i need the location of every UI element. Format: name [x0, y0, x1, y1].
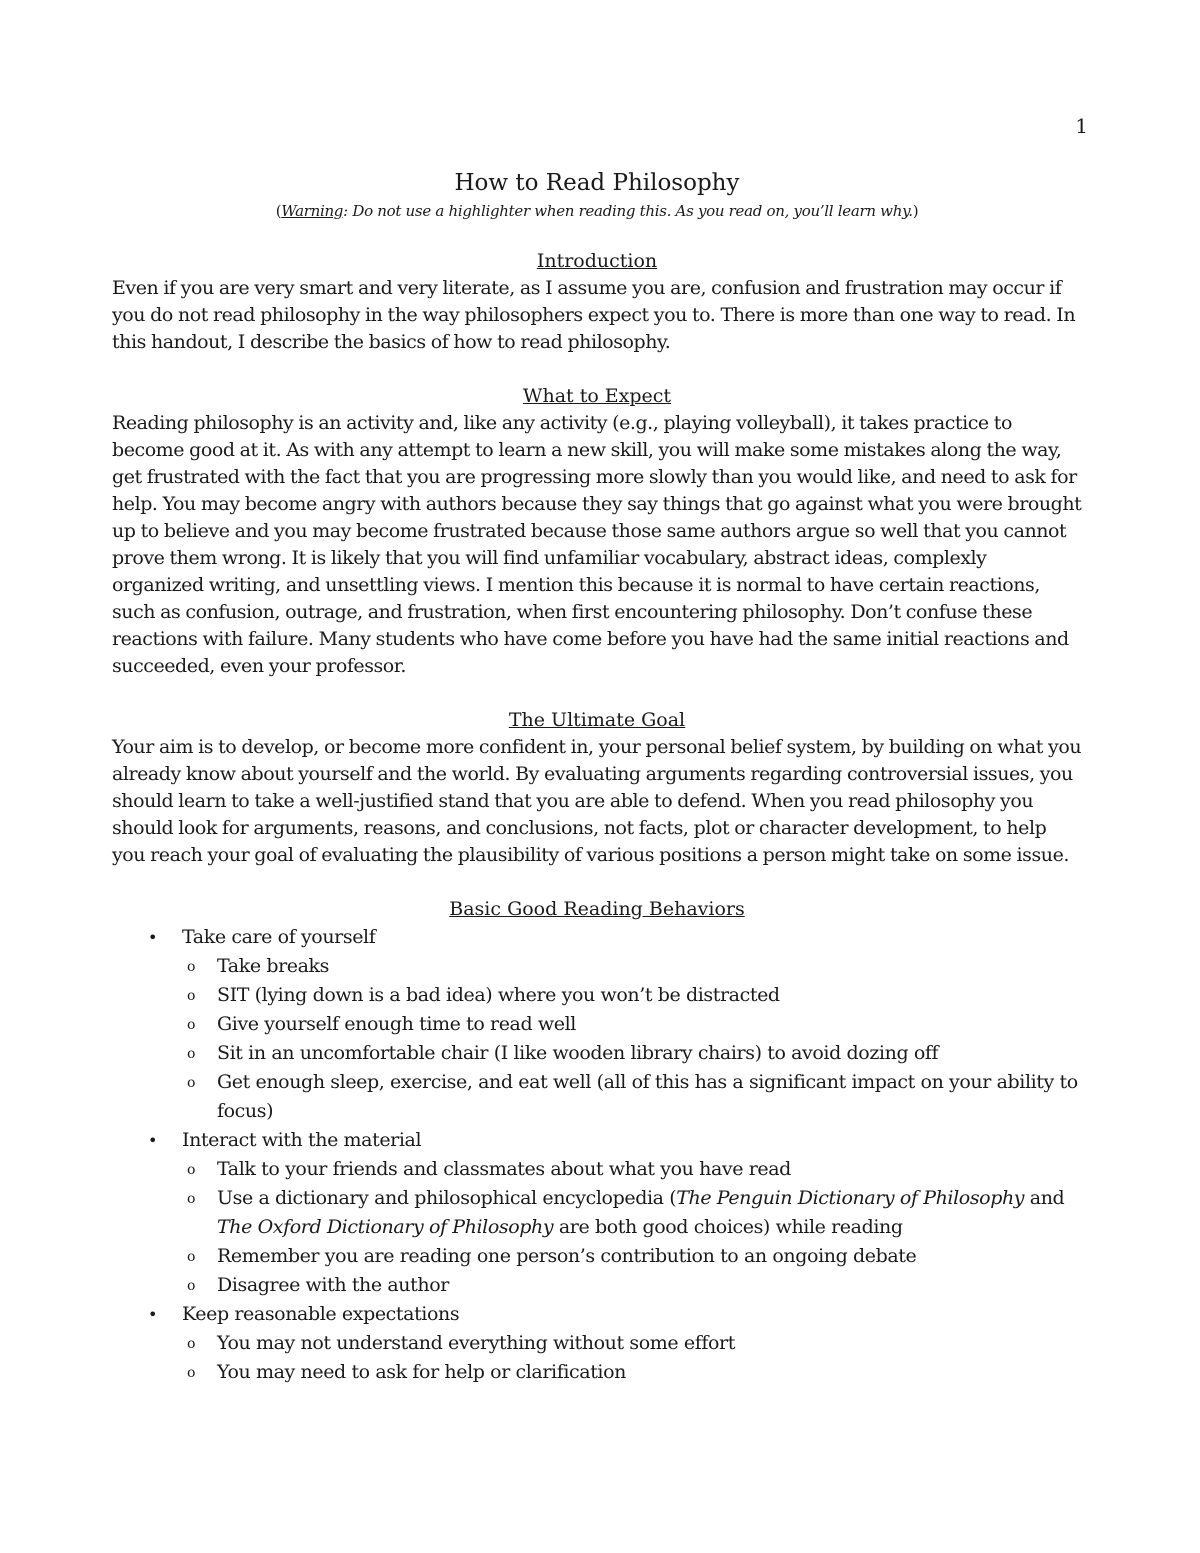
- circle-bullet-icon: o: [187, 1249, 196, 1265]
- circle-bullet-icon: o: [187, 959, 196, 975]
- circle-bullet-icon: o: [187, 1162, 196, 1178]
- sub-list-item-text: You may not understand everything without some effort: [217, 1332, 735, 1354]
- document-title: How to Read Philosophy: [454, 170, 740, 196]
- sub-list-item: [182, 1184, 1082, 1242]
- bullet-icon: •: [148, 928, 158, 947]
- sub-list-item-text: SIT (lying down is a bad idea) where you won’t be distracted: [217, 984, 780, 1006]
- warning-close-paren: ): [912, 202, 919, 220]
- circle-bullet-icon: o: [187, 1191, 196, 1207]
- sub-list-item: [182, 1329, 1082, 1358]
- circle-bullet-icon: o: [187, 1075, 196, 1091]
- sub-list-item: [182, 952, 1082, 981]
- sub-list: [182, 1329, 1082, 1387]
- section-heading-ultimate-goal: The Ultimate Goal: [508, 709, 686, 731]
- sub-list-item-text: Sit in an uncomfortable chair (I like wooden library chairs) to avoid dozing off: [217, 1042, 939, 1064]
- sub-list-item-text: Get enough sleep, exercise, and eat well (all of this has a significant impact on your ability to focus): [217, 1071, 1078, 1122]
- sub-list-item: [182, 1242, 1082, 1271]
- sub-list-item: [182, 1271, 1082, 1300]
- page-number: 1: [1075, 114, 1088, 138]
- circle-bullet-icon: o: [187, 1278, 196, 1294]
- sub-list: [182, 952, 1082, 1126]
- section-heading-what-to-expect: What to Expect: [522, 385, 672, 407]
- circle-bullet-icon: o: [187, 1365, 196, 1381]
- sub-list-item: [182, 1068, 1082, 1126]
- sub-list-item: [182, 1358, 1082, 1387]
- document-body: [112, 168, 1082, 1387]
- sub-list-item-text: Take breaks: [217, 955, 330, 977]
- section-heading-reading-behaviors: Basic Good Reading Behaviors: [449, 898, 745, 920]
- circle-bullet-icon: o: [187, 1336, 196, 1352]
- list-item-label: Keep reasonable expectations: [182, 1303, 460, 1325]
- sub-list-item-text-post: are both good choices) while reading: [553, 1216, 903, 1238]
- sub-list-item-text: Talk to your friends and classmates about what you have read: [217, 1158, 791, 1180]
- list-item: [112, 923, 1082, 1126]
- section-heading-introduction: Introduction: [536, 250, 658, 272]
- sub-list-item-text: You may need to ask for help or clarification: [217, 1361, 626, 1383]
- list-item-label: Interact with the material: [182, 1129, 422, 1151]
- warning-open-paren: (: [275, 202, 282, 220]
- sub-list-item-text-pre: Use a dictionary and philosophical encyclopedia (: [217, 1187, 677, 1209]
- warning-text: : Do not use a highlighter when reading this. As you read on, you’ll learn why.: [343, 202, 913, 220]
- book-title-penguin: The Penguin Dictionary of Philosophy: [676, 1187, 1025, 1209]
- sub-list-item-text: Disagree with the author: [217, 1274, 449, 1296]
- sub-list-item-text: Remember you are reading one person’s contribution to an ongoing debate: [217, 1245, 917, 1267]
- sub-list-item-text-mid: and: [1024, 1187, 1065, 1209]
- circle-bullet-icon: o: [187, 988, 196, 1004]
- sub-list-item: [182, 1155, 1082, 1184]
- section-body-ultimate-goal: Your aim is to develop, or become more confident in, your personal belief system, by building on what you already know about yourself and the world. By evaluating arguments regarding controversial issues, you should learn to take a well-justified stand that you are able to defend. When you read philosophy you should look for arguments, reasons, and conclusions, not facts, plot or character development, to help you reach your goal of evaluating the plausibility of various positions a person might take on some issue.: [112, 736, 1082, 866]
- circle-bullet-icon: o: [187, 1017, 196, 1033]
- circle-bullet-icon: o: [187, 1046, 196, 1062]
- sub-list-item: [182, 1039, 1082, 1068]
- sub-list-item: [182, 981, 1082, 1010]
- bullet-icon: •: [148, 1305, 158, 1324]
- sub-list: [182, 1155, 1082, 1300]
- section-body-what-to-expect: Reading philosophy is an activity and, like any activity (e.g., playing volleyball), it takes practice to become good at it. As with any attempt to learn a new skill, you will make some mistakes along the way, get frustrated with the fact that you are progressing more slowly than you would like, and need to ask for help. You may become angry with authors because they say things that go against what you were brought up to believe and you may become frustrated because those same authors argue so well that you cannot prove them wrong. It is likely that you will find unfamiliar vocabulary, abstract ideas, complexly organized writing, and unsettling views. I mention this because it is normal to have certain reactions, such as confusion, outrage, and frustration, when first encountering philosophy. Don’t confuse these reactions with failure. Many students who have come before you have had the same initial reactions and succeeded, even your professor.: [112, 412, 1082, 677]
- warning-label: Warning: [281, 202, 344, 220]
- list-item-label: Take care of yourself: [182, 926, 376, 948]
- section-body-introduction: Even if you are very smart and very literate, as I assume you are, confusion and frustration may occur if you do not read philosophy in the way philosophers expect you to. There is more than one way to read. In this handout, I describe the basics of how to read philosophy.: [112, 277, 1076, 353]
- list-item: [112, 1300, 1082, 1387]
- book-title-oxford: The Oxford Dictionary of Philosophy: [217, 1216, 554, 1238]
- list-item: [112, 1126, 1082, 1300]
- warning-note: [112, 200, 1082, 222]
- sub-list-item: [182, 1010, 1082, 1039]
- sub-list-item-text: Give yourself enough time to read well: [217, 1013, 576, 1035]
- behaviors-list: [112, 923, 1082, 1387]
- bullet-icon: •: [148, 1131, 158, 1150]
